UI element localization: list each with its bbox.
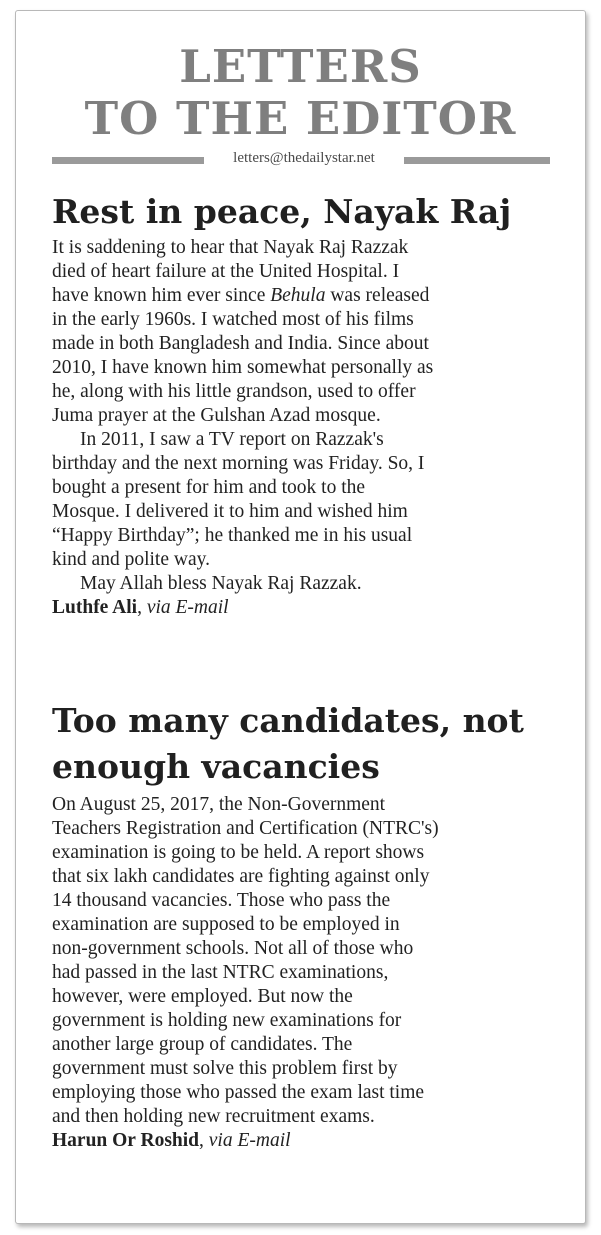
masthead-rule-left [52,157,204,164]
letter2-headline-line2: enough vacancies [52,747,380,786]
letter1-headline: Rest in peace, Nayak Raj [52,192,512,231]
letter2-signature: Harun Or Roshid, via E-mail [52,1130,291,1151]
masthead-rule-right [404,157,550,164]
masthead-title-line1: LETTERS [179,40,422,93]
letter1-paragraph-3: May Allah bless Nayak Raj Razzak. [80,573,362,594]
masthead-title-line2: TO THE EDITOR [84,92,517,145]
letter1-source: via E-mail [146,597,229,618]
letter1-paragraph-2: In 2011, I saw a TV report on Razzak's [80,429,384,450]
letter2-source: via E-mail [208,1130,291,1151]
letter2-author: Harun Or Roshid [52,1130,200,1151]
letter1-signature: Luthfe Ali, via E-mail [52,597,229,618]
letter2-paragraph-1: On August 25, 2017, the Non-Government Teachers Registration and Certification (NTRC's) examination is going to be held. A report shows that six lakh candidates are fighting against only 14 thousand vacancies. Those who pass the examination are supposed to be employed in non-government schools. Not all of those who had passed in the last NTRC examinations, however, were employed. But now the government is holding new examinations for another large group of candidates. The government must solve this problem first by employing those who passed the exam last time and then holding new recruitment exams. [52,794,439,1127]
editor-email: letters@thedailystar.net [233,150,375,166]
letter1-author: Luthfe Ali [52,597,138,618]
film-title: Behula [270,285,326,306]
letter1-paragraph-2-body: birthday and the next morning was Friday. So, I bought a present for him and took to the Mosque. I delivered it to him and wished him “Happy Birthday”; he thanked me in his usual kind and polite way. [52,453,425,570]
letter2-headline-line1: Too many candidates, not [52,701,524,740]
letter1-paragraph-1: It is saddening to hear that Nayak Raj Razzak died of heart failure at the United Hospital. I have known him ever since Behula was released in the early 1960s. I watched most of his films made in both Bangladesh and India. Since about 2010, I have known him somewhat personally as he, along with his little grandson, used to offer Juma prayer at the Gulshan Azad mosque. [52,237,434,426]
